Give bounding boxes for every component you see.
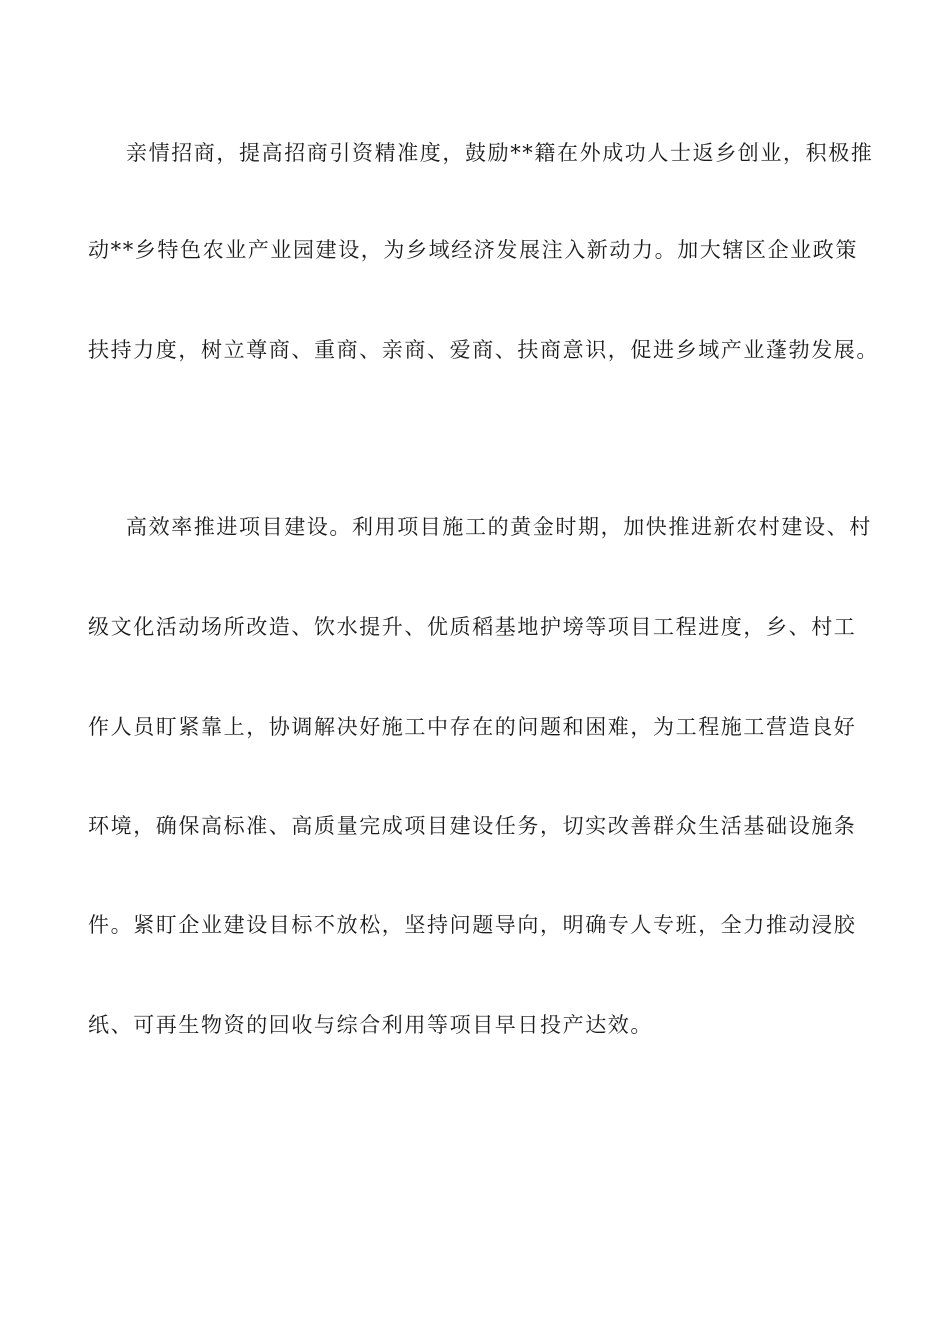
paragraph-line: 件。紧盯企业建设目标不放松，坚持问题导向，明确专人专班，全力推动浸胶 [88,913,857,937]
paragraph-line: 作人员盯紧靠上，协调解决好施工中存在的问题和困难，为工程施工营造良好 [88,715,857,739]
paragraph-line: 亲情招商，提高招商引资精准度，鼓励**籍在外成功人士返乡创业，积极推 [126,141,874,165]
paragraph-line: 级文化活动场所改造、饮水提升、优质稻基地护塝等项目工程进度，乡、村工 [88,615,857,639]
paragraph-line: 高效率推进项目建设。利用项目施工的黄金时期，加快推进新农村建设、村 [126,515,872,539]
paragraph-line: 扶持力度，树立尊商、重商、亲商、爱商、扶商意识，促进乡域产业蓬勃发展。 [88,338,879,362]
paragraph-line: 纸、可再生物资的回收与综合利用等项目早日投产达效。 [88,1013,653,1037]
paragraph-line: 动**乡特色农业产业园建设，为乡域经济发展注入新动力。加大辖区企业政策 [88,238,858,262]
paragraph-line: 环境，确保高标准、高质量完成项目建设任务，切实改善群众生活基础设施条 [88,814,857,838]
